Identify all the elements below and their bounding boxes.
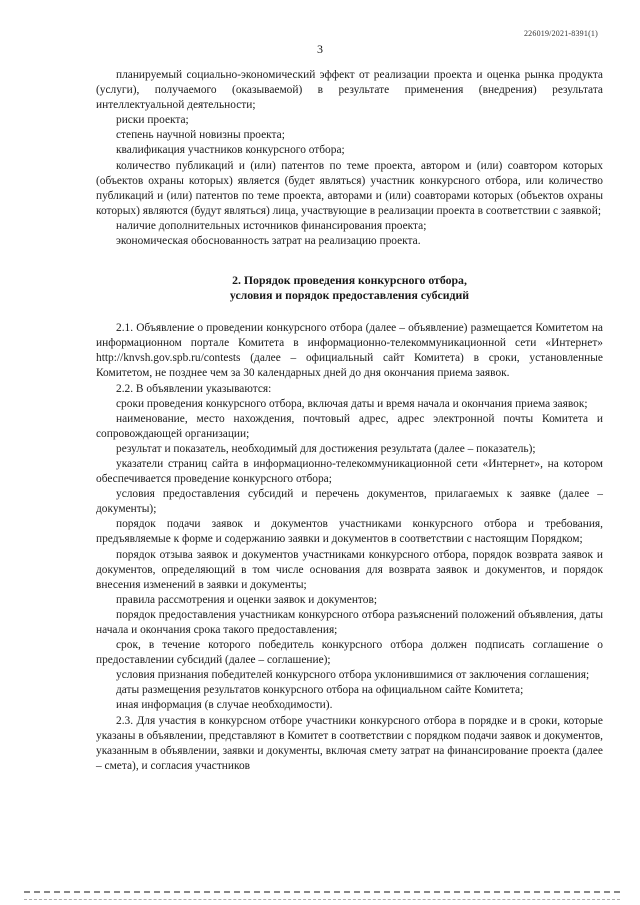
- list-item: порядок предоставления участникам конкурсного отбора разъяснений положений объявления, даты начала и окончания срока такого предоставления;: [96, 608, 603, 636]
- paragraph: планируемый социально-экономический эффект от реализации проекта и оценка рынка продукта (услуги), получаемого (оказываемой) в результате применения (внедрения) результата интеллектуальной деятельности;: [96, 69, 603, 112]
- list-item: даты размещения результатов конкурсного отбора на официальном сайте Комитета;: [116, 684, 524, 697]
- section-heading-line-1: 2. Порядок проведения конкурсного отбора,: [232, 273, 467, 288]
- list-item: срок, в течение которого победитель конкурсного отбора должен подписать соглашение о предоставлении субсидий (далее – соглашение);: [96, 639, 603, 667]
- list-item: правила рассмотрения и оценки заявок и документов;: [116, 593, 377, 606]
- paragraph: степень научной новизны проекта;: [116, 129, 285, 142]
- document-id: 226019/2021-8391(1): [523, 29, 598, 38]
- clause-2-2: 2.2. В объявлении указываются:: [116, 382, 272, 395]
- page-body: [96, 68, 603, 774]
- list-item: порядок отзыва заявок и документов участниками конкурсного отбора, порядок возврата заявок и документов, определяющий в том числе основания для возврата заявок и документов, и порядок внесения изменений в заявки и документы;: [96, 548, 603, 591]
- clause-2-3: 2.3. Для участия в конкурсном отборе участники конкурсного отбора в порядке и в сроки, которые указаны в объявлении, представляют в Комитет в соответствии с порядком подачи заявок и документов, указанным в объявлении, заявки и документы, включая смету затрат на финансирование проекта (далее – смета), и согласия участников: [96, 714, 603, 772]
- list-item: результат и показатель, необходимый для достижения результата (далее – показатель);: [116, 442, 536, 455]
- section-heading: [96, 273, 603, 303]
- list-item: условия признания победителей конкурсного отбора уклонившимися от заключения соглашения;: [116, 669, 590, 682]
- paragraph: экономическая обоснованность затрат на реализацию проекта.: [116, 235, 421, 248]
- scan-edge-divider: [24, 891, 620, 900]
- section-heading-line-2: условия и порядок предоставления субсидий: [229, 288, 470, 303]
- list-item: указатели страниц сайта в информационно-телекоммуникационной сети «Интернет», на котором обеспечивается проведение конкурсного отбора;: [96, 457, 603, 486]
- paragraph: риски проекта;: [116, 114, 189, 127]
- paragraph: количество публикаций и (или) патентов по теме проекта, автором и (или) соавтором которых (объектов охраны которых) является (будет являться) участник конкурсного отбора, или количество публикаций и (или) патентов по теме проекта, авторами и (или) соавторами которых (объектов охраны которых) являются (будут являться) лица, участвующие в реализации проекта в соответствии с заявкой;: [96, 159, 603, 217]
- list-item: порядок подачи заявок и документов участниками конкурсного отбора и требования, предъявляемые к форме и содержанию заявки и документов в соответствии с настоящим Порядком;: [96, 518, 603, 546]
- paragraph: наличие дополнительных источников финансирования проекта;: [116, 219, 427, 232]
- list-item: условия предоставления субсидий и перечень документов, прилагаемых к заявке (далее – документы);: [96, 488, 603, 516]
- clause-2-1: 2.1. Объявление о проведении конкурсного отбора (далее – объявление) размещается Комитетом на информационном портале Комитета в информационно-телекоммуникационной сети «Интернет» http://knvsh.gov.spb.ru/contests (далее – официальный сайт Комитета) в сроки, установленные Комитетом, не позднее чем за 30 календарных дней до дня окончания приема заявок.: [96, 322, 603, 380]
- paragraph: квалификация участников конкурсного отбора;: [116, 144, 345, 157]
- list-item: иная информация (в случае необходимости).: [116, 699, 333, 712]
- list-item: наименование, место нахождения, почтовый адрес, адрес электронной почты Комитета и сопровождающей организации;: [96, 412, 603, 440]
- page-number: 3: [317, 42, 323, 56]
- list-item: сроки проведения конкурсного отбора, включая даты и время начала и окончания приема заявок;: [116, 397, 588, 410]
